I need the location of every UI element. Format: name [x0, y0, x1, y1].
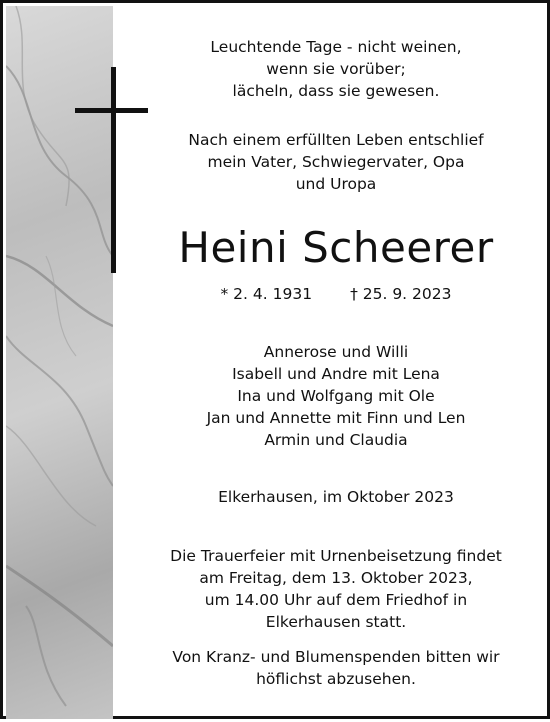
service-line-4: Elkerhausen statt. [265, 613, 407, 631]
marble-texture [6, 6, 113, 719]
service-line-3: um 14.00 Uhr auf dem Friedhof in [204, 591, 468, 609]
mourner-2: Isabell und Andre mit Lena [232, 365, 440, 383]
service-line-2: am Freitag, dem 13. Oktober 2023, [199, 569, 473, 587]
intro-line-2: mein Vater, Schwiegervater, Opa [207, 153, 465, 171]
mourner-4: Jan und Annette mit Finn und Len [206, 409, 466, 427]
marble-veins [6, 6, 113, 719]
intro-line-1: Nach einem erfüllten Leben entschlief [188, 131, 484, 149]
flowers-line-2: höflichst abzusehen. [256, 670, 416, 688]
place-date: Elkerhausen, im Oktober 2023 [218, 488, 454, 506]
poem-line-2: wenn sie vorüber; [266, 60, 406, 78]
poem-line-3: lächeln, dass sie gewesen. [232, 82, 440, 100]
intro-line-3: und Uropa [295, 175, 377, 193]
mourner-5: Armin und Claudia [264, 431, 408, 449]
poem-line-1: Leuchtende Tage - nicht weinen, [210, 38, 462, 56]
birth-date: * 2. 4. 1931 [220, 285, 313, 303]
life-dates [131, 283, 541, 305]
deceased-name: Heini Scheerer [178, 223, 494, 272]
flowers-line-1: Von Kranz- und Blumenspenden bitten wir [172, 648, 500, 666]
service-line-1: Die Trauerfeier mit Urnenbeisetzung findet [170, 547, 502, 565]
mourner-3: Ina und Wolfgang mit Ole [237, 387, 435, 405]
mourner-1: Annerose und Willi [263, 343, 409, 361]
death-date: † 25. 9. 2023 [350, 285, 452, 303]
